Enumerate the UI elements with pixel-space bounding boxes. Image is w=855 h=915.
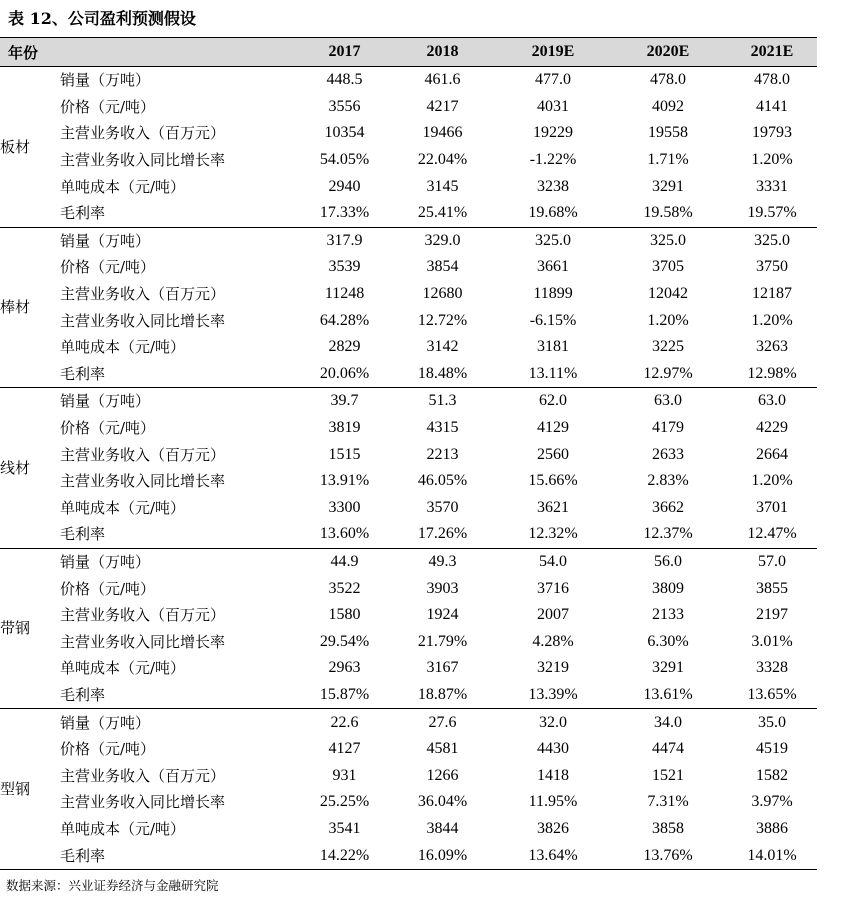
value-cell: 3662 bbox=[652, 498, 685, 516]
metric-label: 价格（元/吨） bbox=[60, 740, 156, 759]
value-cell: 12.97% bbox=[609, 361, 727, 388]
product-group-label: 带钢 bbox=[0, 548, 60, 709]
value-cell: 1.20% bbox=[751, 151, 793, 169]
metric-label: 价格（元/吨） bbox=[60, 579, 156, 598]
value-cell: 3621 bbox=[537, 498, 570, 516]
header-year: 2017 bbox=[301, 38, 388, 67]
header-year-label: 年份 bbox=[0, 38, 301, 67]
value-cell: 18.87% bbox=[388, 682, 497, 709]
table-row bbox=[0, 334, 817, 361]
value-cell: 3263 bbox=[756, 338, 789, 356]
metric-label: 毛利率 bbox=[60, 842, 301, 869]
value-cell: 51.3 bbox=[428, 392, 457, 410]
value-cell: 1.71% bbox=[647, 151, 689, 169]
table-row bbox=[0, 388, 817, 415]
value-cell: 4581 bbox=[426, 740, 459, 758]
value-cell: 27.6 bbox=[428, 713, 457, 731]
value-cell: 4.28% bbox=[532, 632, 574, 650]
table-row bbox=[0, 602, 817, 629]
value-cell: 32.0 bbox=[539, 713, 568, 731]
value-cell: 3291 bbox=[652, 659, 685, 677]
value-cell: 15.66% bbox=[528, 472, 578, 490]
value-cell: 3.97% bbox=[751, 793, 793, 811]
value-cell: 2133 bbox=[652, 606, 685, 624]
value-cell: 448.5 bbox=[326, 71, 363, 89]
table-row bbox=[0, 173, 817, 200]
metric-label: 毛利率 bbox=[60, 361, 301, 388]
value-cell: 3556 bbox=[328, 97, 361, 115]
value-cell: 1.20% bbox=[751, 472, 793, 490]
value-cell: 1515 bbox=[328, 445, 361, 463]
product-group-label: 型钢 bbox=[0, 709, 60, 870]
value-cell: -1.22% bbox=[529, 151, 577, 169]
metric-label: 主营业务收入（百万元） bbox=[60, 445, 226, 464]
value-cell: 461.6 bbox=[424, 71, 461, 89]
value-cell: 3541 bbox=[328, 819, 361, 837]
metric-label: 销量（万吨） bbox=[60, 231, 151, 250]
value-cell: 2963 bbox=[328, 659, 361, 677]
value-cell: 20.06% bbox=[301, 361, 388, 388]
value-cell: 34.0 bbox=[654, 713, 683, 731]
value-cell: 12.47% bbox=[727, 521, 817, 548]
value-cell: 4141 bbox=[756, 97, 789, 115]
value-cell: 4092 bbox=[652, 97, 685, 115]
value-cell: 3167 bbox=[426, 659, 459, 677]
value-cell: 12.37% bbox=[609, 521, 727, 548]
metric-label: 主营业务收入同比增长率 bbox=[60, 151, 226, 170]
value-cell: 3328 bbox=[756, 659, 789, 677]
table-row bbox=[0, 67, 817, 94]
value-cell: 12680 bbox=[422, 285, 463, 303]
value-cell: 4430 bbox=[537, 740, 570, 758]
metric-label: 主营业务收入同比增长率 bbox=[60, 472, 226, 491]
table-row bbox=[0, 548, 817, 575]
value-cell: 477.0 bbox=[535, 71, 572, 89]
header-year: 2021E bbox=[727, 38, 817, 67]
header-year: 2019E bbox=[497, 38, 609, 67]
value-cell: 2664 bbox=[756, 445, 789, 463]
metric-label: 主营业务收入同比增长率 bbox=[60, 632, 226, 651]
value-cell: 3855 bbox=[756, 579, 789, 597]
value-cell: 3701 bbox=[756, 498, 789, 516]
value-cell: 4179 bbox=[652, 419, 685, 437]
value-cell: 1418 bbox=[537, 766, 570, 784]
value-cell: 1.20% bbox=[751, 311, 793, 329]
value-cell: 4474 bbox=[652, 740, 685, 758]
value-cell: 2213 bbox=[426, 445, 459, 463]
product-group-label: 板材 bbox=[0, 67, 60, 228]
value-cell: 3886 bbox=[756, 819, 789, 837]
metric-label: 价格（元/吨） bbox=[60, 419, 156, 438]
table-row bbox=[0, 227, 817, 254]
value-cell: 19.68% bbox=[497, 200, 609, 227]
value-cell: 46.05% bbox=[417, 472, 468, 490]
value-cell: 13.76% bbox=[609, 842, 727, 869]
table-row bbox=[0, 281, 817, 308]
value-cell: 6.30% bbox=[647, 632, 689, 650]
value-cell: 39.7 bbox=[330, 392, 359, 410]
header-year: 2018 bbox=[388, 38, 497, 67]
table-row bbox=[0, 736, 817, 763]
metric-label: 主营业务收入同比增长率 bbox=[60, 793, 226, 812]
value-cell: 4129 bbox=[537, 419, 570, 437]
product-group-label: 线材 bbox=[0, 388, 60, 549]
table-row bbox=[0, 147, 817, 174]
value-cell: 3142 bbox=[426, 338, 459, 356]
value-cell: 3809 bbox=[652, 579, 685, 597]
value-cell: 10354 bbox=[324, 124, 365, 142]
value-cell: 325.0 bbox=[650, 231, 687, 249]
value-cell: 13.61% bbox=[609, 682, 727, 709]
value-cell: 19.57% bbox=[727, 200, 817, 227]
value-cell: 19793 bbox=[752, 124, 793, 142]
value-cell: 1582 bbox=[756, 766, 789, 784]
value-cell: 16.09% bbox=[388, 842, 497, 869]
value-cell: 2829 bbox=[328, 338, 361, 356]
value-cell: 4229 bbox=[756, 419, 789, 437]
value-cell: 13.39% bbox=[497, 682, 609, 709]
value-cell: 4519 bbox=[756, 740, 789, 758]
value-cell: 3570 bbox=[426, 498, 459, 516]
value-cell: 3522 bbox=[328, 579, 361, 597]
table-row bbox=[0, 495, 817, 522]
value-cell: 17.26% bbox=[388, 521, 497, 548]
value-cell: 19466 bbox=[422, 124, 463, 142]
value-cell: 3238 bbox=[537, 177, 570, 195]
value-cell: 54.0 bbox=[539, 552, 568, 570]
value-cell: 12.32% bbox=[497, 521, 609, 548]
value-cell: 13.64% bbox=[497, 842, 609, 869]
value-cell: 317.9 bbox=[326, 231, 363, 249]
header-row bbox=[0, 38, 817, 67]
value-cell: 325.0 bbox=[535, 231, 572, 249]
table-row bbox=[0, 709, 817, 736]
value-cell: 3291 bbox=[652, 177, 685, 195]
table-row bbox=[0, 521, 817, 548]
metric-label: 单吨成本（元/吨） bbox=[60, 819, 186, 838]
table-row bbox=[0, 816, 817, 843]
value-cell: 13.65% bbox=[727, 682, 817, 709]
value-cell: 4127 bbox=[328, 740, 361, 758]
header-year: 2020E bbox=[609, 38, 727, 67]
value-cell: 44.9 bbox=[330, 552, 359, 570]
table-row bbox=[0, 682, 817, 709]
table-row bbox=[0, 307, 817, 334]
value-cell: 2.83% bbox=[647, 472, 689, 490]
value-cell: 14.01% bbox=[727, 842, 817, 869]
value-cell: 1521 bbox=[652, 766, 685, 784]
value-cell: 3826 bbox=[537, 819, 570, 837]
value-cell: 19229 bbox=[533, 124, 574, 142]
table-row bbox=[0, 254, 817, 281]
value-cell: 3819 bbox=[328, 419, 361, 437]
value-cell: 3903 bbox=[426, 579, 459, 597]
metric-label: 主营业务收入同比增长率 bbox=[60, 311, 226, 330]
value-cell: 13.60% bbox=[301, 521, 388, 548]
value-cell: 3858 bbox=[652, 819, 685, 837]
table-row bbox=[0, 628, 817, 655]
value-cell: 56.0 bbox=[654, 552, 683, 570]
value-cell: 12.98% bbox=[727, 361, 817, 388]
value-cell: 57.0 bbox=[758, 552, 787, 570]
value-cell: 329.0 bbox=[424, 231, 461, 249]
value-cell: 3225 bbox=[652, 338, 685, 356]
value-cell: 4031 bbox=[537, 97, 570, 115]
value-cell: 11899 bbox=[533, 285, 573, 303]
metric-label: 销量（万吨） bbox=[60, 552, 151, 571]
value-cell: 19.58% bbox=[609, 200, 727, 227]
value-cell: 7.31% bbox=[647, 793, 689, 811]
product-group-label: 棒材 bbox=[0, 227, 60, 388]
value-cell: 15.87% bbox=[301, 682, 388, 709]
value-cell: 3854 bbox=[426, 258, 459, 276]
value-cell: 25.41% bbox=[388, 200, 497, 227]
metric-label: 销量（万吨） bbox=[60, 392, 151, 411]
value-cell: 4315 bbox=[426, 419, 459, 437]
value-cell: 19558 bbox=[648, 124, 689, 142]
value-cell: 54.05% bbox=[319, 151, 370, 169]
table-row bbox=[0, 842, 817, 869]
value-cell: 12042 bbox=[648, 285, 689, 303]
value-cell: 22.6 bbox=[330, 713, 359, 731]
value-cell: 3219 bbox=[537, 659, 570, 677]
metric-label: 主营业务收入（百万元） bbox=[60, 766, 226, 785]
value-cell: 3.01% bbox=[751, 632, 793, 650]
value-cell: 12187 bbox=[752, 285, 793, 303]
value-cell: 21.79% bbox=[417, 632, 468, 650]
value-cell: 25.25% bbox=[319, 793, 370, 811]
table-row bbox=[0, 415, 817, 442]
value-cell: 3539 bbox=[328, 258, 361, 276]
metric-label: 单吨成本（元/吨） bbox=[60, 338, 186, 357]
value-cell: 49.3 bbox=[428, 552, 457, 570]
value-cell: 18.48% bbox=[388, 361, 497, 388]
metric-label: 单吨成本（元/吨） bbox=[60, 498, 186, 517]
value-cell: 63.0 bbox=[758, 392, 787, 410]
value-cell: 3300 bbox=[328, 498, 361, 516]
metric-label: 主营业务收入（百万元） bbox=[60, 606, 226, 625]
metric-label: 销量（万吨） bbox=[60, 713, 151, 732]
value-cell: 478.0 bbox=[754, 71, 791, 89]
table-title: 表 12、公司盈利预测假设 bbox=[8, 9, 196, 28]
table-row bbox=[0, 94, 817, 121]
value-cell: 35.0 bbox=[758, 713, 787, 731]
value-cell: 62.0 bbox=[539, 392, 568, 410]
value-cell: 13.11% bbox=[497, 361, 609, 388]
table-row bbox=[0, 200, 817, 227]
value-cell: 1.20% bbox=[647, 311, 689, 329]
value-cell: 63.0 bbox=[654, 392, 683, 410]
table-body bbox=[0, 67, 817, 870]
value-cell: 11248 bbox=[324, 285, 365, 303]
value-cell: 325.0 bbox=[754, 231, 791, 249]
value-cell: 2560 bbox=[537, 445, 570, 463]
value-cell: 12.72% bbox=[417, 311, 468, 329]
table-row bbox=[0, 762, 817, 789]
metric-label: 主营业务收入（百万元） bbox=[60, 124, 226, 143]
value-cell: 3716 bbox=[537, 579, 570, 597]
value-cell: 2940 bbox=[328, 177, 361, 195]
value-cell: -6.15% bbox=[529, 311, 577, 329]
value-cell: 478.0 bbox=[650, 71, 687, 89]
table-row bbox=[0, 468, 817, 495]
metric-label: 价格（元/吨） bbox=[60, 258, 156, 277]
value-cell: 3145 bbox=[426, 177, 459, 195]
table-row bbox=[0, 361, 817, 388]
value-cell: 11.95% bbox=[528, 793, 578, 811]
value-cell: 931 bbox=[332, 766, 357, 784]
value-cell: 17.33% bbox=[301, 200, 388, 227]
value-cell: 2007 bbox=[537, 606, 570, 624]
value-cell: 3705 bbox=[652, 258, 685, 276]
metric-label: 毛利率 bbox=[60, 200, 301, 227]
value-cell: 1266 bbox=[426, 766, 459, 784]
value-cell: 3750 bbox=[756, 258, 789, 276]
profit-forecast-table bbox=[0, 37, 817, 870]
value-cell: 64.28% bbox=[319, 311, 370, 329]
value-cell: 36.04% bbox=[417, 793, 468, 811]
value-cell: 1924 bbox=[426, 606, 459, 624]
metric-label: 价格（元/吨） bbox=[60, 97, 156, 116]
value-cell: 14.22% bbox=[301, 842, 388, 869]
value-cell: 2633 bbox=[652, 445, 685, 463]
table-row bbox=[0, 789, 817, 816]
value-cell: 4217 bbox=[426, 97, 459, 115]
table-row bbox=[0, 120, 817, 147]
data-source-note: 数据来源：兴业证券经济与金融研究院 bbox=[6, 878, 219, 893]
value-cell: 22.04% bbox=[417, 151, 468, 169]
value-cell: 3661 bbox=[537, 258, 570, 276]
table-row bbox=[0, 441, 817, 468]
value-cell: 3844 bbox=[426, 819, 459, 837]
value-cell: 13.91% bbox=[319, 472, 370, 490]
table-row bbox=[0, 655, 817, 682]
metric-label: 主营业务收入（百万元） bbox=[60, 285, 226, 304]
metric-label: 销量（万吨） bbox=[60, 71, 151, 90]
value-cell: 3181 bbox=[537, 338, 570, 356]
value-cell: 29.54% bbox=[319, 632, 370, 650]
value-cell: 3331 bbox=[756, 177, 789, 195]
value-cell: 1580 bbox=[328, 606, 361, 624]
metric-label: 毛利率 bbox=[60, 682, 301, 709]
metric-label: 单吨成本（元/吨） bbox=[60, 659, 186, 678]
metric-label: 毛利率 bbox=[60, 521, 301, 548]
table-row bbox=[0, 575, 817, 602]
value-cell: 2197 bbox=[756, 606, 789, 624]
metric-label: 单吨成本（元/吨） bbox=[60, 177, 186, 196]
